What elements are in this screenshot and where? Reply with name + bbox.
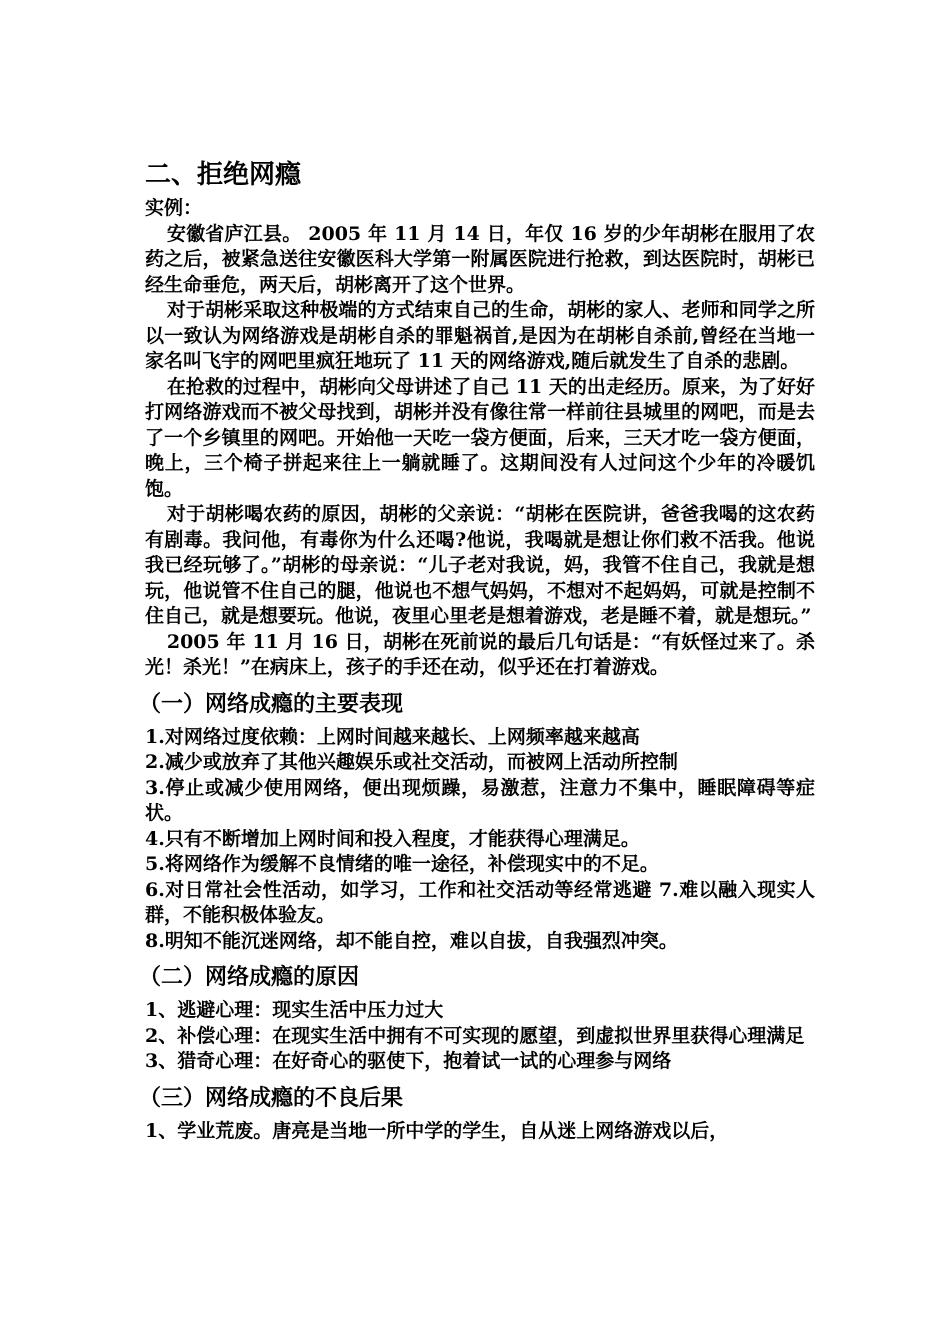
case-paragraph-4: 对于胡彬喝农药的原因，胡彬的父亲说：“胡彬在医院讲，爸爸我喝的这农药有剧毒。我问他，有毒你为什么还喝?他说，我喝就是想让你们救不活我。他说我已经玩够了。”胡彬的母亲说：“儿子老对我说，妈，我管不住自己，我就是想玩，他说管不住自己的腿，他说也不想气妈妈，不想对不起妈妈，可就是控制不住自己，就是想要玩。他说，夜里心里老是想着游戏，老是睡不着，就是想玩。” <box>145 503 815 627</box>
section-heading-symptoms: （一）网络成瘾的主要表现 <box>139 690 404 717</box>
case-paragraph-1: 安徽省庐江县。 2005 年 11 月 14 日，年仅 16 岁的少年胡彬在服用了农药之后，被紧急送往安徽医科大学第一附属医院进行抢救，到达医院时，胡彬已经生命垂危，两天后，胡彬离开了这个世界。 <box>145 222 815 296</box>
document-page <box>139 158 815 1144</box>
list-item: 2、补偿心理：在现实生活中拥有不可实现的愿望，到虚拟世界里获得心理满足 <box>145 1024 805 1047</box>
example-label: 实例： <box>145 197 203 219</box>
list-item: 5.将网络作为缓解不良情绪的唯一途径，补偿现实中的不足。 <box>145 853 659 875</box>
list-item: 1、学业荒废。唐亮是当地一所中学的学生，自从迷上网络游戏以后， <box>145 1119 729 1142</box>
list-item: 4.只有不断增加上网时间和投入程度，才能获得心理满足。 <box>145 827 640 850</box>
section-heading-consequences: （三）网络成瘾的不良后果 <box>139 1084 404 1111</box>
symptoms-list <box>145 725 815 955</box>
case-paragraph-5: 2005 年 11 月 16 日，胡彬在死前说的最后几句话是：“有妖怪过来了。杀光！杀光！”在病床上，孩子的手还在动，似乎还在打着游戏。 <box>145 630 815 678</box>
causes-list <box>145 998 815 1075</box>
list-item: 1、逃避心理：现实生活中压力过大 <box>145 999 444 1021</box>
case-paragraph-3: 在抢救的过程中，胡彬向父母讲述了自己 11 天的出走经历。原来，为了好好打网络游戏而不被父母找到，胡彬并没有像往常一样前往县城里的网吧，而是去了一个乡镇里的网吧。开始他一天吃一袋方便面，后来，三天才吃一袋方便面，晚上，三个椅子拼起来往上一躺就睡了。这期间没有人过问这个少年的冷暖饥饱。 <box>145 375 815 500</box>
list-item: 3.停止或减少使用网络，便出现烦躁，易激惹，注意力不集中，睡眠障碍等症状。 <box>145 776 815 824</box>
list-item: 8.明知不能沉迷网络，却不能自控，难以自拔，自我强烈冲突。 <box>145 929 678 952</box>
list-item: 6.对日常社会性活动，如学习，工作和社交活动等经常逃避 7.难以融入现实人群，不能积极体验友。 <box>145 878 815 926</box>
list-item: 1.对网络过度依赖：上网时间越来越长、上网频率越来越高 <box>145 725 640 748</box>
list-item: 2.减少或放弃了其他兴趣娱乐或社交活动，而被网上活动所控制 <box>145 751 678 773</box>
case-paragraph-2: 对于胡彬采取这种极端的方式结束自己的生命，胡彬的家人、老师和同学之所以一致认为网络游戏是胡彬自杀的罪魁祸首,是因为在胡彬自杀前,曾经在当地一家名叫飞宇的网吧里疯狂地玩了 11 天的网络游戏,随后就发生了自杀的悲剧。 <box>145 299 815 372</box>
section-heading-causes: （二）网络成瘾的原因 <box>139 964 360 990</box>
page-title: 二、拒绝网瘾 <box>145 160 302 190</box>
consequences-list <box>145 1119 815 1145</box>
list-item: 3、猎奇心理：在好奇心的驱使下，抱着试一试的心理参与网络 <box>145 1050 672 1072</box>
